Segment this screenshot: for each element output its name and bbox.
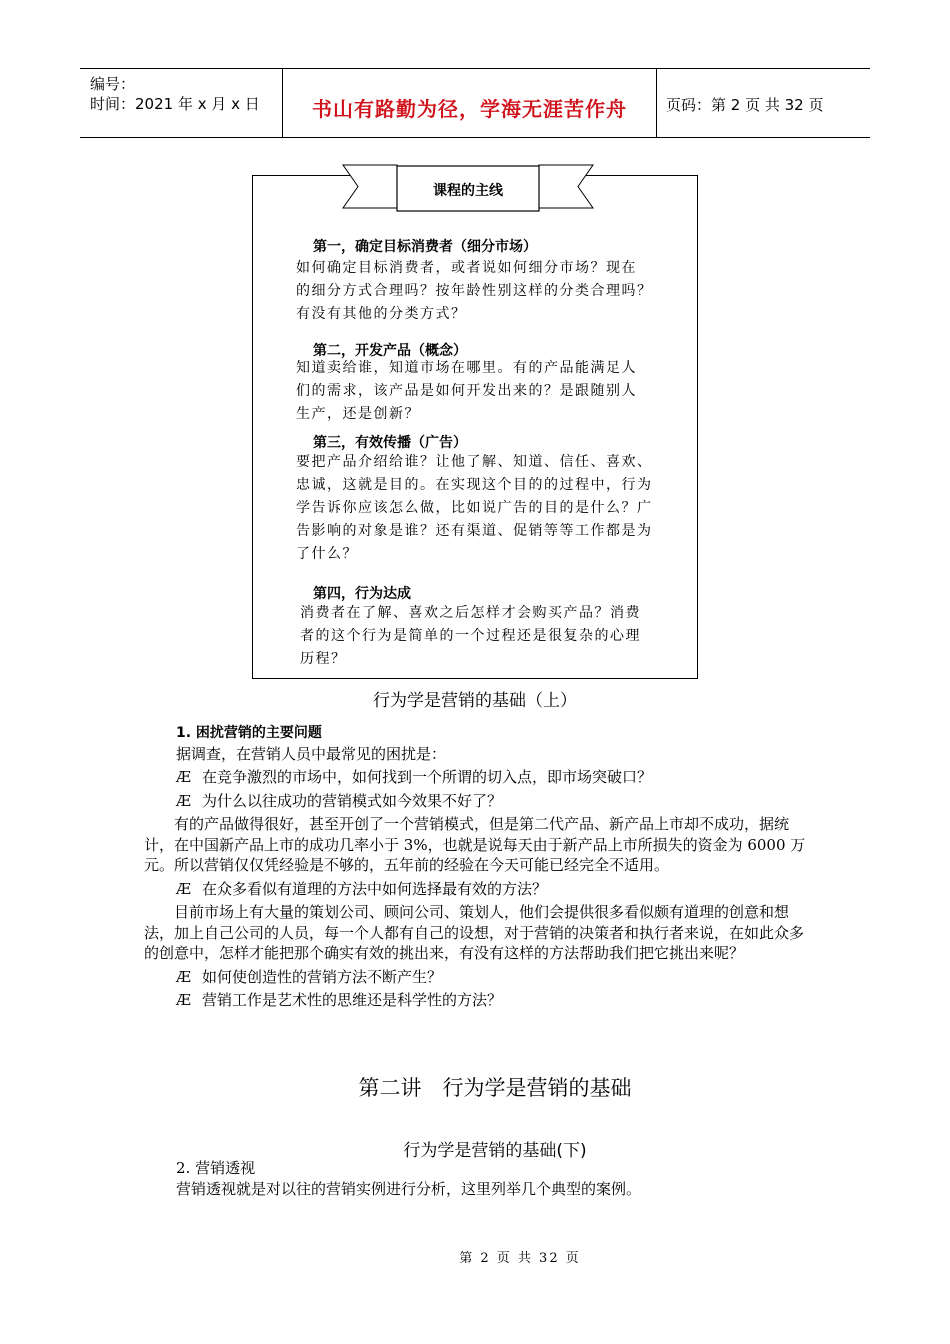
paragraph-1: 有的产品做得很好，甚至开创了一个营销模式，但是第二代产品、新产品上市却不成功，据统计，在中国新产品上市的成功几率小于 3%，也就是说每天由于新产品上市所损失的资金为 6000 万元。所以营销仅仅凭经验是不够的，五年前的经验在今天可能已经完全不适用。 bbox=[144, 815, 806, 874]
bullet-marker: Æ bbox=[176, 967, 192, 986]
section-4-line: 消费者在了解、喜欢之后怎样才会购买产品？消费 bbox=[300, 605, 641, 621]
section-1 bbox=[144, 723, 808, 1014]
bullet-item bbox=[170, 990, 808, 1011]
section-body-1 bbox=[296, 257, 676, 326]
section-3-line: 了什么？ bbox=[296, 546, 358, 562]
bullet-marker: Æ bbox=[176, 791, 192, 810]
section-2-line: 们的需求，该产品是如何开发出来的？是跟随别人 bbox=[296, 383, 637, 399]
page-footer: 第 2 页 共 32 页 bbox=[459, 1251, 581, 1266]
section-body-4 bbox=[300, 602, 680, 671]
bullet-item bbox=[170, 967, 808, 988]
section-1-line: 有没有其他的分类方式？ bbox=[296, 306, 467, 322]
section-3-line: 要把产品介绍给谁？让他了解、知道、信任、喜欢、 bbox=[296, 454, 653, 470]
bullet-text: 在竞争激烈的市场中，如何找到一个所谓的切入点，即市场突破口？ bbox=[202, 768, 653, 786]
ribbon-banner bbox=[0, 0, 950, 240]
section-1-line: 的细分方式合理吗？按年龄性别这样的分类合理吗？ bbox=[296, 283, 653, 299]
section-3-line: 忠诚，这就是目的。在实现这个目的的过程中，行为 bbox=[296, 477, 653, 493]
section-3-line: 告影响的对象是谁？还有渠道、促销等等工作都是为 bbox=[296, 523, 653, 539]
section-3-line: 学告诉你应该怎么做，比如说广告的目的是什么？广 bbox=[296, 500, 653, 516]
section-heading-1: 第一，确定目标消费者（细分市场） bbox=[313, 239, 537, 255]
bullet-item bbox=[170, 791, 808, 812]
section-1-heading: 1. 困扰营销的主要问题 bbox=[176, 725, 322, 741]
caption-upper: 行为学是营销的基础（上） bbox=[373, 691, 577, 711]
bullet-marker: Æ bbox=[176, 991, 192, 1009]
caption-lower: 行为学是营销的基础(下) bbox=[403, 1141, 587, 1161]
lecture-title: 第二讲 行为学是营销的基础 bbox=[358, 1076, 632, 1100]
section-heading-3: 第三，有效传播（广告） bbox=[313, 435, 467, 451]
section-2-heading: 2. 营销透视 bbox=[176, 1159, 256, 1177]
bullet-item bbox=[170, 879, 808, 900]
motto: 书山有路勤为径，学海无涯苦作舟 bbox=[312, 97, 627, 121]
section-1-intro: 据调查，在营销人员中最常见的困扰是： bbox=[176, 744, 447, 763]
bullet-marker: Æ bbox=[176, 879, 192, 898]
section-1-line: 如何确定目标消费者，或者说如何细分市场？现在 bbox=[296, 260, 637, 276]
bullet-item bbox=[170, 767, 808, 788]
section-2 bbox=[144, 1158, 808, 1199]
section-body-2 bbox=[296, 357, 676, 426]
page-label: 页码：第 2 页 共 32 页 bbox=[666, 96, 824, 114]
bullet-marker: Æ bbox=[176, 768, 192, 786]
bullet-text: 如何使创造性的营销方法不断产生？ bbox=[202, 967, 443, 986]
course-title: 课程的主线 bbox=[433, 183, 503, 199]
section-2-line: 知道卖给谁，知道市场在哪里。有的产品能满足人 bbox=[296, 360, 637, 376]
section-2-text: 营销透视就是对以往的营销实例进行分析，这里列举几个典型的案例。 bbox=[176, 1179, 642, 1198]
bullet-text: 在众多看似有道理的方法中如何选择最有效的方法？ bbox=[202, 879, 548, 898]
date-label: 时间：2021 年 x 月 x 日 bbox=[90, 95, 260, 113]
paragraph-2: 目前市场上有大量的策划公司、顾问公司、策划人，他们会提供很多看似颇有道理的创意和想法，加上自己公司的人员，每一个人都有自己的设想，对于营销的决策者和执行者来说，在如此众多的创意中，怎样才能把那个确实有效的挑出来，有没有这样的方法帮助我们把它挑出来呢？ bbox=[144, 903, 805, 962]
section-heading-4: 第四，行为达成 bbox=[313, 586, 411, 602]
section-4-line: 者的这个行为是简单的一个过程还是很复杂的心理 bbox=[300, 628, 641, 644]
number-label: 编号： bbox=[90, 75, 136, 93]
section-4-line: 历程？ bbox=[300, 651, 347, 667]
bullet-text: 为什么以往成功的营销模式如今效果不好了？ bbox=[202, 791, 503, 810]
section-2-line: 生产，还是创新？ bbox=[296, 406, 420, 422]
section-heading-2: 第二，开发产品（概念） bbox=[313, 343, 467, 359]
section-body-3 bbox=[296, 451, 676, 566]
bullet-text: 营销工作是艺术性的思维还是科学性的方法？ bbox=[202, 991, 503, 1009]
